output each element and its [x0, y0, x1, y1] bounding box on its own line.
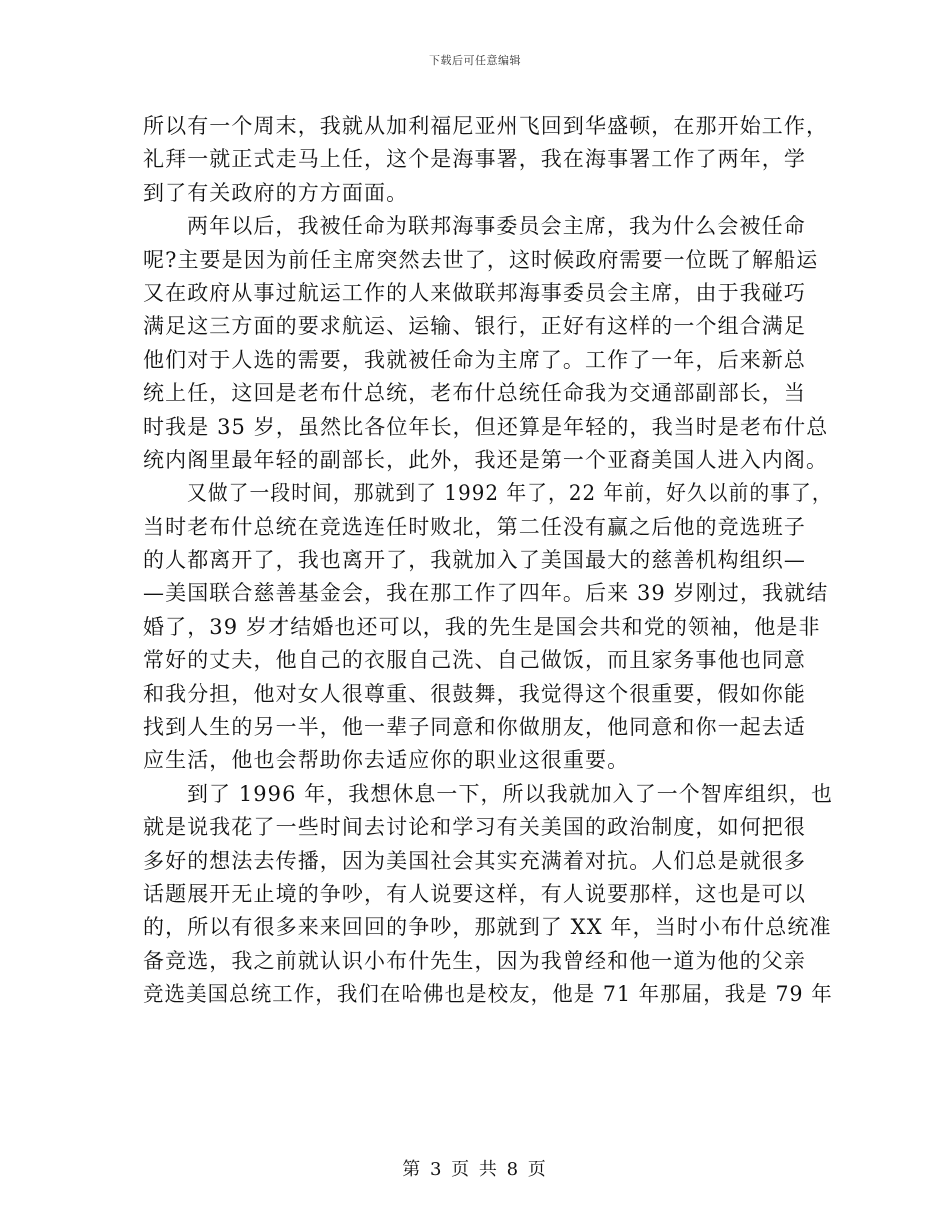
text-line: 统内阁里最年轻的副部长，此外，我还是第一个亚裔美国人进入内阁。 [143, 447, 829, 472]
text-line: 竞选美国总统工作，我们在哈佛也是校友，他是 71 年那届，我是 79 年 [143, 982, 833, 1007]
text-line: 话题展开无止境的争吵，有人说要这样，有人说要那样，这也是可以 [143, 881, 806, 906]
text-line: 呢?主要是因为前任主席突然去世了，这时候政府需要一位既了解船运 [143, 247, 819, 272]
text-line: 所以有一个周末，我就从加利福尼亚州飞回到华盛顿，在那开始工作， [143, 114, 829, 138]
text-line: 时我是 35 岁，虽然比各位年长，但还算是年轻的，我当时是老布什总 [143, 414, 829, 439]
text-line: 多好的想法去传播，因为美国社会其实充满着对抗。人们总是就很多 [143, 848, 806, 873]
text-line: 又在政府从事过航运工作的人来做联邦海事委员会主席，由于我碰巧 [143, 280, 806, 305]
text-line: 到了有关政府的方方面面。 [143, 180, 409, 205]
text-line: —美国联合慈善基金会，我在那工作了四年。后来 39 岁刚过，我就结 [143, 581, 829, 606]
text-line: 的人都离开了，我也离开了，我就加入了美国最大的慈善机构组织— [143, 548, 806, 573]
text-line: 备竞选，我之前就认识小布什先生，因为我曾经和他一道为他的父亲 [143, 948, 806, 973]
text-line: 常好的丈夫，他自己的衣服自己洗、自己做饭，而且家务事他也同意 [143, 648, 806, 673]
paragraph-start-line: 到了 1996 年，我想休息一下，所以我就加入了一个智库组织，也 [187, 781, 833, 806]
text-line: 当时老布什总统在竞选连任时败北，第二任没有赢之后他的竞选班子 [143, 514, 806, 539]
text-line: 应生活，他也会帮助你去适应你的职业这很重要。 [143, 748, 630, 773]
text-line: 和我分担，他对女人很尊重、很鼓舞，我觉得这个很重要，假如你能 [143, 681, 806, 706]
text-line: 礼拜一就正式走马上任，这个是海事署，我在海事署工作了两年，学 [143, 147, 806, 172]
text-line: 满足这三方面的要求航运、运输、银行，正好有这样的一个组合满足 [143, 314, 806, 339]
paragraph-start-line: 又做了一段时间，那就到了 1992 年了，22 年前，好久以前的事了， [187, 481, 833, 506]
paragraph-start-line: 两年以后，我被任命为联邦海事委员会主席，我为什么会被任命 [187, 214, 806, 239]
text-line: 他们对于人选的需要，我就被任命为主席了。工作了一年，后来新总 [143, 347, 806, 372]
text-line: 就是说我花了一些时间去讨论和学习有关美国的政治制度，如何把很 [143, 815, 806, 840]
document-body [143, 110, 833, 1012]
text-line: 的，所以有很多来来回回的争吵，那就到了 XX 年，当时小布什总统准 [143, 915, 832, 940]
page-header: 下载后可任意编辑 [429, 54, 521, 67]
text-line: 统上任，这回是老布什总统，老布什总统任命我为交通部副部长，当 [143, 381, 806, 406]
page-number-footer: 第 3 页 共 8 页 [402, 1159, 548, 1180]
text-line: 找到人生的另一半，他一辈子同意和你做朋友，他同意和你一起去适 [143, 715, 806, 740]
text-line: 婚了，39 岁才结婚也还可以，我的先生是国会共和党的领袖，他是非 [143, 614, 821, 639]
